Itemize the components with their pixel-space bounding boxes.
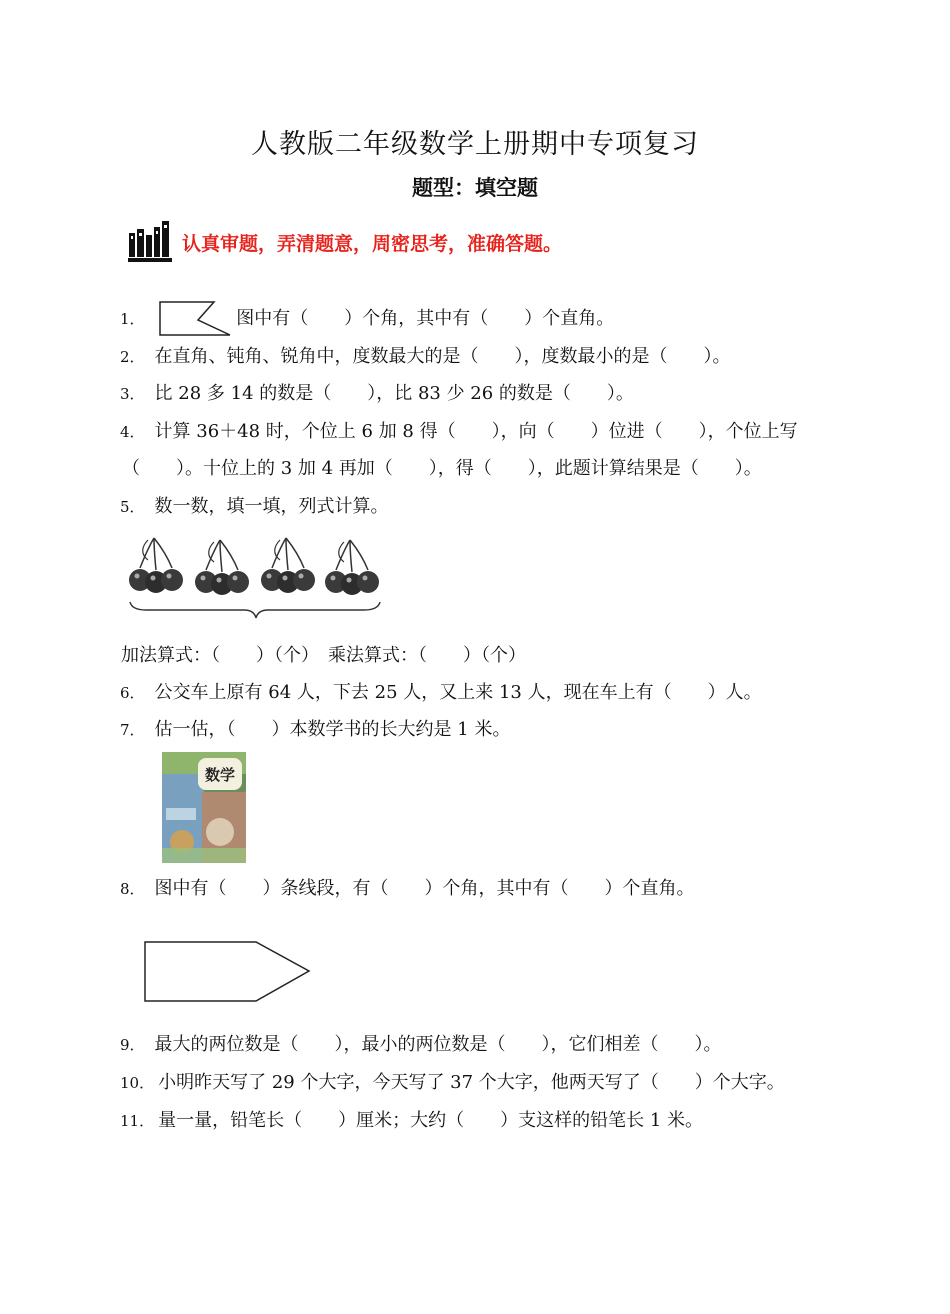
question-text: 数一数，填一填，列式计算。 (154, 496, 389, 517)
page-subtitle: 题型：填空题 (412, 176, 538, 200)
pentagon-figure (142, 939, 314, 1005)
question-number: 7． (120, 721, 145, 739)
question-number: 4． (120, 423, 145, 441)
math-book-image (162, 752, 246, 863)
question-2 (120, 344, 731, 370)
question-number: 6． (120, 684, 145, 702)
question-8 (120, 876, 695, 902)
question-11 (120, 1108, 703, 1134)
question-number: 10． (120, 1074, 155, 1092)
cherry-cluster (129, 538, 183, 593)
question-6 (120, 680, 762, 706)
question-text: 计算 36＋48 时，个位上 6 加 8 得（ ），向（ ）位进（ ），个位上写 (154, 421, 798, 442)
question-text: 小明昨天写了 29 个大字，今天写了 37 个大字，他两天写了（ ）个大字。 (158, 1072, 785, 1093)
question-text: 公交车上原有 64 人，下去 25 人，又上来 13 人，现在车上有（ ）人。 (154, 682, 762, 703)
bookshelf-icon (128, 219, 174, 263)
question-number: 5． (120, 498, 145, 516)
question-number: 9． (120, 1036, 145, 1054)
question-text: 比 28 多 14 的数是（ ），比 83 少 26 的数是（ ）。 (154, 383, 634, 404)
question-number: 11． (120, 1112, 155, 1130)
cherries-figure (126, 536, 386, 626)
question-number: 2． (120, 348, 145, 366)
question-4-continued: （ ）。十位上的 3 加 4 再加（ ），得（ ），此题计算结果是（ ）。 (122, 458, 762, 479)
page-title: 人教版二年级数学上册期中专项复习 (251, 129, 699, 160)
question-9 (120, 1032, 722, 1058)
question-4 (120, 419, 798, 445)
question-1 (120, 300, 614, 338)
exam-tip: 认真审题，弄清题意，周密思考，准确答题。 (182, 233, 563, 255)
question-text: 图中有（ ）条线段，有（ ）个角，其中有（ ）个直角。 (154, 878, 695, 899)
brace (130, 602, 380, 618)
question-number: 1． (120, 310, 145, 328)
question-number: 8． (120, 880, 145, 898)
question-3 (120, 381, 634, 407)
question-text: 最大的两位数是（ ），最小的两位数是（ ），它们相差（ ）。 (154, 1034, 722, 1055)
question-5-answer-line: 加法算式：（ ）（个） 乘法算式：（ ）（个） (121, 645, 526, 666)
question-text: 图中有（ ）个角，其中有（ ）个直角。 (236, 308, 615, 329)
question-7 (120, 717, 510, 743)
angle-figure (158, 300, 234, 338)
question-text: 量一量，铅笔长（ ）厘米；大约（ ）支这样的铅笔长 1 米。 (158, 1110, 703, 1131)
book-cover-label: 数学 (204, 766, 236, 784)
question-number: 3． (120, 385, 145, 403)
question-text: 估一估，（ ）本数学书的长大约是 1 米。 (154, 719, 511, 740)
question-10 (120, 1070, 785, 1096)
question-text: 在直角、钝角、锐角中，度数最大的是（ ），度数最小的是（ ）。 (154, 346, 731, 367)
question-5 (120, 494, 389, 520)
